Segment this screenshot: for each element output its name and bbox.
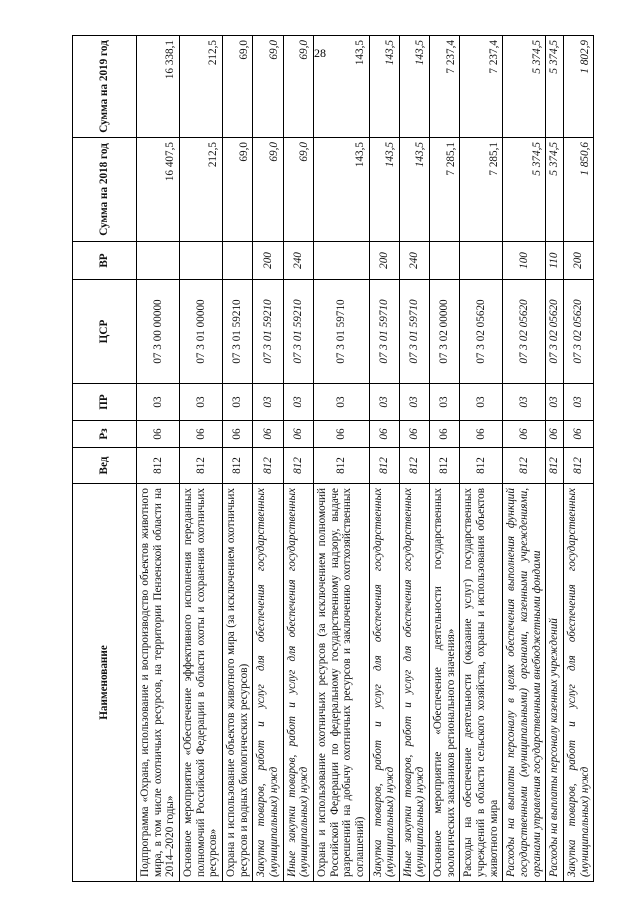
table-row — [369, 36, 399, 882]
cell-sum-2019: 5 374,5 — [503, 36, 546, 138]
cell-pr: 03 — [283, 384, 313, 421]
cell-vr — [137, 242, 180, 280]
cell-csr: 07 3 01 59210 — [222, 280, 252, 384]
cell-sum-2019: 7 237,4 — [430, 36, 460, 138]
cell-name: Закупка товаров, работ и услуг для обеспечения государственных (муниципальных) нужд — [253, 484, 283, 882]
cell-name: Расходы на обеспечение деятельности (оказание услуг) государственных учреждений в области сельского хозяйства, охраны и использования объектов животного мира — [460, 484, 503, 882]
cell-ved: 812 — [179, 448, 222, 484]
cell-sum-2018: 7 285,1 — [460, 138, 503, 242]
table-body — [137, 36, 594, 882]
cell-ved: 812 — [222, 448, 252, 484]
table-row — [564, 36, 594, 882]
cell-rz: 06 — [222, 421, 252, 448]
cell-csr: 07 3 02 05620 — [460, 280, 503, 384]
cell-pr: 03 — [253, 384, 283, 421]
cell-ved: 812 — [313, 448, 369, 484]
cell-sum-2019: 143,5 — [399, 36, 429, 138]
cell-ved: 812 — [564, 448, 594, 484]
cell-sum-2019: 143,5 — [313, 36, 369, 138]
cell-vr — [222, 242, 252, 280]
cell-sum-2018: 16 407,5 — [137, 138, 180, 242]
cell-pr: 03 — [179, 384, 222, 421]
cell-csr: 07 3 01 59710 — [313, 280, 369, 384]
cell-pr: 03 — [564, 384, 594, 421]
table-row — [253, 36, 283, 882]
cell-csr: 07 3 01 59210 — [253, 280, 283, 384]
cell-sum-2019: 69,0 — [253, 36, 283, 138]
budget-table — [72, 35, 594, 882]
header-name: Наименование — [73, 484, 137, 882]
header-pr: ПР — [73, 384, 137, 421]
cell-csr: 07 3 01 59710 — [399, 280, 429, 384]
cell-pr: 03 — [222, 384, 252, 421]
cell-ved: 812 — [253, 448, 283, 484]
rotated-page-content — [72, 34, 591, 882]
cell-sum-2018: 212,5 — [179, 138, 222, 242]
table-row — [546, 36, 564, 882]
cell-sum-2018: 143,5 — [369, 138, 399, 242]
cell-csr: 07 3 01 59210 — [283, 280, 313, 384]
cell-rz: 06 — [503, 421, 546, 448]
cell-rz: 06 — [430, 421, 460, 448]
header-sum-2018: Сумма на 2018 год — [73, 138, 137, 242]
cell-vr: 200 — [369, 242, 399, 280]
header-csr: ЦСР — [73, 280, 137, 384]
cell-name: Основное мероприятие «Обеспечение эффективного исполнения переданных полномочий Российской Федерации в области охоты и сохранения охотничьих ресурсов» — [179, 484, 222, 882]
cell-vr — [313, 242, 369, 280]
cell-sum-2019: 69,0 — [283, 36, 313, 138]
cell-sum-2018: 143,5 — [313, 138, 369, 242]
cell-rz: 06 — [564, 421, 594, 448]
cell-name: Иные закупки товаров, работ и услуг для обеспечения государственных (муниципальных) нужд — [283, 484, 313, 882]
cell-pr: 03 — [137, 384, 180, 421]
cell-rz: 06 — [253, 421, 283, 448]
cell-vr: 240 — [399, 242, 429, 280]
cell-csr: 07 3 01 00000 — [179, 280, 222, 384]
cell-rz: 06 — [369, 421, 399, 448]
cell-name: Иные закупки товаров, работ и услуг для обеспечения государственных (муниципальных) нужд — [399, 484, 429, 882]
cell-name: Закупка товаров, работ и услуг для обеспечения государственных (муниципальных) нужд — [369, 484, 399, 882]
cell-rz: 06 — [283, 421, 313, 448]
cell-ved: 812 — [369, 448, 399, 484]
cell-sum-2019: 5 374,5 — [546, 36, 564, 138]
cell-rz: 06 — [399, 421, 429, 448]
cell-vr — [430, 242, 460, 280]
table-row — [460, 36, 503, 882]
cell-vr — [460, 242, 503, 280]
cell-pr: 03 — [399, 384, 429, 421]
cell-csr: 07 3 02 05620 — [546, 280, 564, 384]
table-row — [430, 36, 460, 882]
cell-sum-2018: 143,5 — [399, 138, 429, 242]
cell-sum-2019: 143,5 — [369, 36, 399, 138]
header-vr: ВР — [73, 242, 137, 280]
table-row — [222, 36, 252, 882]
cell-sum-2019: 212,5 — [179, 36, 222, 138]
cell-pr: 03 — [503, 384, 546, 421]
cell-csr: 07 3 02 05620 — [564, 280, 594, 384]
cell-ved: 812 — [430, 448, 460, 484]
cell-ved: 812 — [137, 448, 180, 484]
cell-csr: 07 3 01 59710 — [369, 280, 399, 384]
cell-pr: 03 — [460, 384, 503, 421]
cell-csr: 07 3 02 00000 — [430, 280, 460, 384]
cell-ved: 812 — [460, 448, 503, 484]
cell-vr: 110 — [546, 242, 564, 280]
cell-sum-2018: 5 374,5 — [503, 138, 546, 242]
cell-name: Основное мероприятие «Обеспечение деятельности государственных зоологических заказников регионального значения» — [430, 484, 460, 882]
cell-sum-2018: 69,0 — [253, 138, 283, 242]
cell-sum-2018: 7 285,1 — [430, 138, 460, 242]
cell-sum-2018: 1 850,6 — [564, 138, 594, 242]
cell-name: Подпрограмма «Охрана, использование и воспроизводство объектов животного мира, в том числе охотничьих ресурсов, на территории Пензенской области на 2014–2020 годы» — [137, 484, 180, 882]
cell-vr: 200 — [564, 242, 594, 280]
cell-ved: 812 — [546, 448, 564, 484]
table-row — [313, 36, 369, 882]
cell-ved: 812 — [399, 448, 429, 484]
cell-vr: 100 — [503, 242, 546, 280]
table-row — [399, 36, 429, 882]
cell-rz: 06 — [137, 421, 180, 448]
cell-sum-2018: 69,0 — [222, 138, 252, 242]
table-row — [283, 36, 313, 882]
cell-csr: 07 3 02 05620 — [503, 280, 546, 384]
cell-name: Расходы на выплаты персоналу казенных учреждений — [546, 484, 564, 882]
cell-sum-2018: 5 374,5 — [546, 138, 564, 242]
cell-rz: 06 — [179, 421, 222, 448]
table-row — [137, 36, 180, 882]
cell-sum-2019: 7 237,4 — [460, 36, 503, 138]
cell-name: Расходы на выплаты персоналу в целях обеспечения выполнения функций государственными (муниципальными) органами, казенными учреждениями, органами управления государственными внебюджетными фондами — [503, 484, 546, 882]
cell-rz: 06 — [313, 421, 369, 448]
cell-name: Закупка товаров, работ и услуг для обеспечения государственных (муниципальных) нужд — [564, 484, 594, 882]
cell-csr: 07 3 00 00000 — [137, 280, 180, 384]
cell-pr: 03 — [430, 384, 460, 421]
cell-pr: 03 — [546, 384, 564, 421]
cell-rz: 06 — [546, 421, 564, 448]
header-sum-2019: Сумма на 2019 год — [73, 36, 137, 138]
table-header-row — [73, 36, 137, 882]
cell-sum-2019: 1 802,9 — [564, 36, 594, 138]
cell-vr: 200 — [253, 242, 283, 280]
cell-rz: 06 — [460, 421, 503, 448]
cell-sum-2018: 69,0 — [283, 138, 313, 242]
header-rz: Рз — [73, 421, 137, 448]
cell-ved: 812 — [503, 448, 546, 484]
header-ved: Вед — [73, 448, 137, 484]
cell-pr: 03 — [313, 384, 369, 421]
cell-sum-2019: 69,0 — [222, 36, 252, 138]
table-row — [503, 36, 546, 882]
cell-name: Охрана и использование объектов животного мира (за исключением охотничьих ресурсов и водных биологических ресурсов) — [222, 484, 252, 882]
page-number: 28 — [314, 46, 326, 60]
cell-vr — [179, 242, 222, 280]
cell-pr: 03 — [369, 384, 399, 421]
cell-ved: 812 — [283, 448, 313, 484]
cell-name: Охрана и использование охотничьих ресурсов (за исключением полномочий Российской Федерации по федеральному государственному надзору, выдаче разрешений на добычу охотничьих ресурсов и заключению охотхозяйственных соглашений) — [313, 484, 369, 882]
cell-sum-2019: 16 338,1 — [137, 36, 180, 138]
table-row — [179, 36, 222, 882]
cell-vr: 240 — [283, 242, 313, 280]
